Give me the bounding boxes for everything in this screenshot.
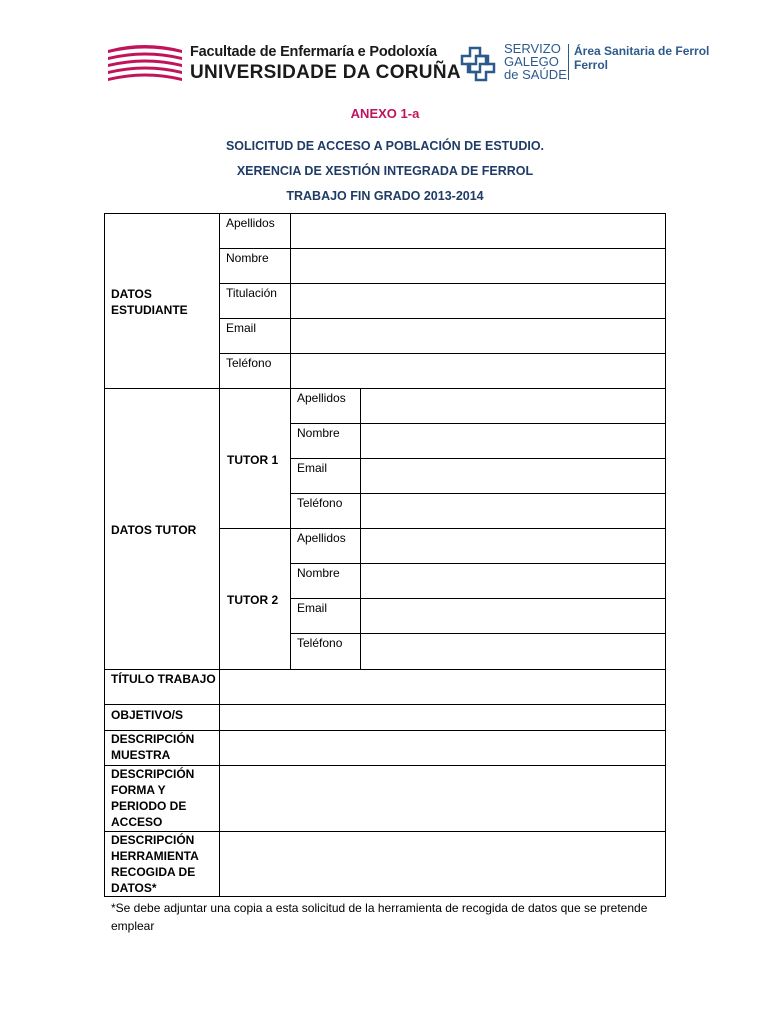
student-nombre-input[interactable] (291, 249, 665, 283)
sergas-line2: GALEGO (504, 54, 559, 69)
area-line2: Ferrol (574, 58, 609, 72)
tutor2-label: TUTOR 2 (227, 593, 279, 607)
access-description-label (111, 766, 194, 830)
objective-label: OBJETIVO/S (111, 708, 184, 722)
label-line: DATOS* (111, 881, 157, 895)
title-line3: TRABAJO FIN GRADO 2013-2014 (286, 189, 484, 203)
area-line1: Área Sanitaria de Ferrol (574, 44, 710, 58)
tutor-field-divider (290, 388, 291, 670)
table-border-bottom (104, 896, 666, 897)
sample-description-input[interactable] (220, 731, 665, 765)
tutor-divider (219, 388, 220, 670)
title-line1: SOLICITUD DE ACCESO A POBLACIÓN DE ESTUDIO. (225, 139, 545, 153)
footnote: *Se debe adjuntar una copia a esta solicitud de la herramienta de recogida de datos que se pretende emplear (111, 901, 648, 933)
label-line: PERIODO DE (111, 799, 187, 813)
label-line: FORMA Y (111, 783, 166, 797)
student-email-input[interactable] (291, 319, 665, 353)
student-section-label (111, 286, 188, 318)
tutor1-apellidos-input[interactable] (361, 389, 665, 423)
tutor2-field-email: Email (297, 601, 328, 615)
student-titulacion-input[interactable] (291, 284, 665, 318)
tutor1-nombre-input[interactable] (361, 424, 665, 458)
label-line: DESCRIPCIÓN (111, 833, 195, 847)
tutor1-field-email: Email (297, 461, 328, 475)
label-line: HERRAMIENTA (111, 849, 199, 863)
tool-description-input[interactable] (220, 832, 665, 896)
student-apellidos-input[interactable] (291, 214, 665, 248)
tutor2-telefono-input[interactable] (361, 634, 665, 669)
tool-description-label (111, 832, 199, 896)
tutor2-field-telefono: Teléfono (297, 636, 343, 650)
udc-university-name: UNIVERSIDADE DA CORUÑA (190, 62, 461, 83)
tutor2-nombre-input[interactable] (361, 564, 665, 598)
table-border-left (104, 213, 105, 897)
student-field-titulacion: Titulación (226, 286, 277, 300)
student-label-line2: ESTUDIANTE (111, 303, 188, 317)
tutor1-telefono-input[interactable] (361, 494, 665, 528)
tutor1-field-apellidos: Apellidos (297, 391, 346, 405)
objective-input[interactable] (220, 705, 665, 730)
title-line2: XERENCIA DE XESTIÓN INTEGRADA DE FERROL (236, 164, 534, 178)
annex-label: ANEXO 1-a (350, 106, 420, 121)
tutor2-field-nombre: Nombre (297, 566, 340, 580)
sergas-line3: de SAÚDE (504, 67, 567, 82)
tutor1-field-telefono: Teléfono (297, 496, 343, 510)
tutor2-field-apellidos: Apellidos (297, 531, 346, 545)
work-title-input[interactable] (220, 670, 665, 704)
tutor2-email-input[interactable] (361, 599, 665, 633)
tutor-section-label: DATOS TUTOR (111, 523, 197, 537)
label-line: MUESTRA (111, 748, 171, 762)
label-line: DESCRIPCIÓN (111, 732, 195, 746)
table-border-right (665, 213, 666, 897)
student-field-email: Email (226, 321, 257, 335)
label-line: DESCRIPCIÓN (111, 767, 195, 781)
tutor2-apellidos-input[interactable] (361, 529, 665, 563)
tutor1-email-input[interactable] (361, 459, 665, 493)
work-title-label: TÍTULO TRABAJO (111, 672, 216, 686)
student-field-apellidos: Apellidos (226, 216, 275, 230)
student-field-nombre: Nombre (226, 251, 269, 265)
label-line: ACCESO (111, 815, 163, 829)
student-telefono-input[interactable] (291, 354, 665, 388)
access-description-input[interactable] (220, 766, 665, 831)
label-line: RECOGIDA DE (111, 865, 196, 879)
udc-faculty-name: Facultade de Enfermaría e Podoloxía (190, 44, 437, 60)
sergas-line1: SERVIZO (504, 41, 561, 56)
student-divider (219, 213, 220, 389)
sample-description-label (111, 731, 194, 763)
tutor1-field-nombre: Nombre (297, 426, 340, 440)
student-field-telefono: Teléfono (226, 356, 272, 370)
tutor1-label: TUTOR 1 (227, 453, 279, 467)
student-label-line1: DATOS (111, 287, 152, 301)
